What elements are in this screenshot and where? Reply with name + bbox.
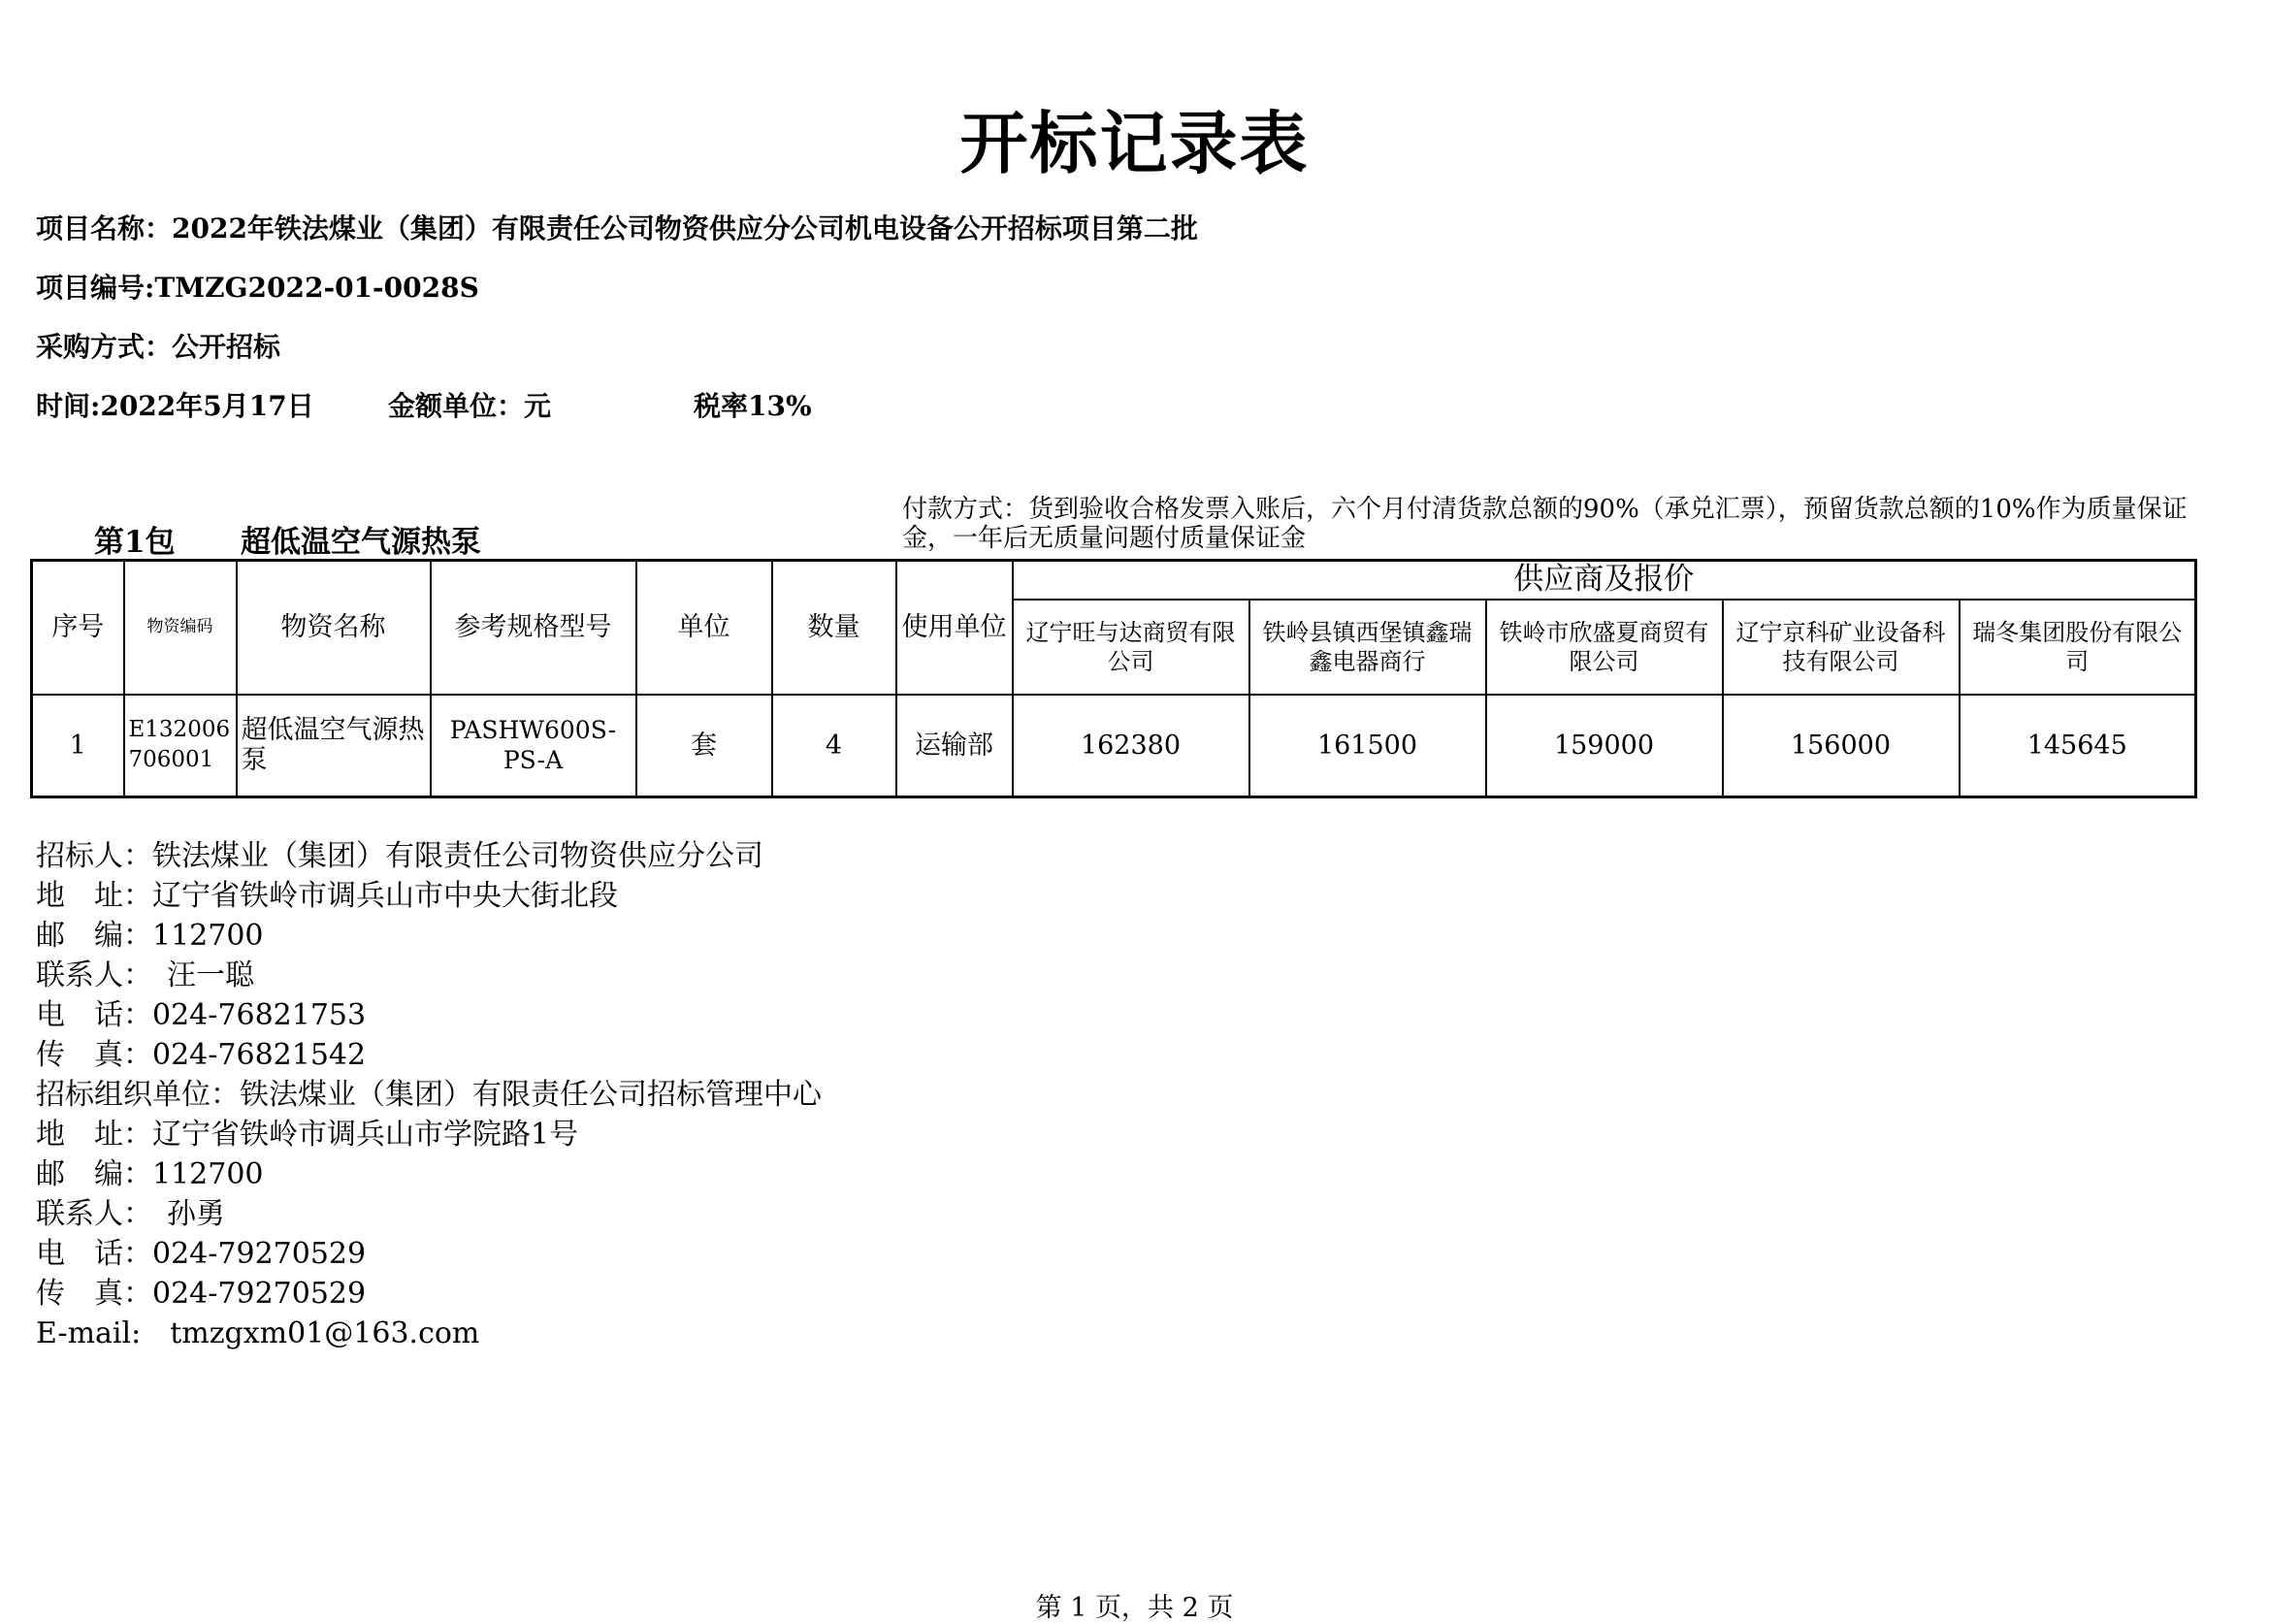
row-price: 162380 xyxy=(1013,695,1249,797)
row-name: 超低温空气源热泵 xyxy=(237,695,431,797)
supplier-name: 铁岭县镇西堡镇鑫瑞鑫电器商行 xyxy=(1249,600,1486,695)
procurement-method: 采购方式：公开招标 xyxy=(36,331,281,363)
agency-contact: 联系人： 孙勇 xyxy=(36,1197,225,1231)
row-spec: PASHW600S-PS-A xyxy=(431,695,636,797)
package-number: 第1包 xyxy=(94,525,176,560)
row-code: E132006706001 xyxy=(124,695,237,797)
row-seq: 1 xyxy=(32,695,124,797)
header-dept: 使用单位 xyxy=(896,561,1013,695)
tax-rate: 税率13% xyxy=(694,390,812,422)
header-name: 物资名称 xyxy=(237,561,431,695)
supplier-name: 瑞冬集团股份有限公司 xyxy=(1960,600,2196,695)
row-price: 156000 xyxy=(1723,695,1960,797)
header-unit: 单位 xyxy=(636,561,772,695)
agency-fax: 传 真：024-79270529 xyxy=(36,1277,367,1311)
row-price: 145645 xyxy=(1960,695,2196,797)
header-qty: 数量 xyxy=(772,561,896,695)
tenderer-phone: 电 话：024-76821753 xyxy=(36,998,367,1032)
tenderer-address: 地 址：辽宁省铁岭市调兵山市中央大街北段 xyxy=(36,879,618,913)
supplier-name: 辽宁京科矿业设备科技有限公司 xyxy=(1723,600,1960,695)
row-dept: 运输部 xyxy=(896,695,1013,797)
supplier-name: 辽宁旺与达商贸有限公司 xyxy=(1013,600,1249,695)
header-code: 物资编码 xyxy=(124,561,237,695)
project-name: 项目名称：2022年铁法煤业（集团）有限责任公司物资供应分公司机电设备公开招标项目第二批 xyxy=(36,212,1198,244)
row-qty: 4 xyxy=(772,695,896,797)
table-header-row xyxy=(32,561,2196,600)
tenderer-fax: 传 真：024-76821542 xyxy=(36,1038,367,1072)
header-suppliers-group: 供应商及报价 xyxy=(1013,561,2196,600)
row-price: 161500 xyxy=(1249,695,1486,797)
supplier-name: 铁岭市欣盛夏商贸有限公司 xyxy=(1486,600,1723,695)
agency-postcode: 邮 编：112700 xyxy=(36,1157,264,1191)
package-name: 超低温空气源热泵 xyxy=(241,525,481,560)
tenderer-name: 招标人：铁法煤业（集团）有限责任公司物资供应分公司 xyxy=(36,839,763,873)
project-number: 项目编号:TMZG2022-01-0028S xyxy=(36,272,479,304)
currency-unit: 金额单位：元 xyxy=(388,390,552,422)
agency-email: E-mail: tmzgxm01@163.com xyxy=(36,1316,480,1350)
bid-time: 时间:2022年5月17日 xyxy=(36,390,314,422)
payment-terms: 付款方式：货到验收合格发票入账后，六个月付清货款总额的90%（承兑汇票），预留货款总额的10%作为质量保证金，一年后无质量问题付质量保证金 xyxy=(902,495,2188,553)
table-row xyxy=(32,695,2196,797)
tenderer-postcode: 邮 编：112700 xyxy=(36,919,264,953)
tenderer-contact: 联系人： 汪一聪 xyxy=(36,958,254,992)
row-unit: 套 xyxy=(636,695,772,797)
row-price: 159000 xyxy=(1486,695,1723,797)
agency-phone: 电 话：024-79270529 xyxy=(36,1237,367,1271)
page-number: 第 1 页，共 2 页 xyxy=(1035,1593,1234,1623)
page-title: 开标记录表 xyxy=(959,104,1310,183)
header-spec: 参考规格型号 xyxy=(431,561,636,695)
agency-address: 地 址：辽宁省铁岭市调兵山市学院路1号 xyxy=(36,1118,579,1152)
header-seq: 序号 xyxy=(32,561,124,695)
agency-name: 招标组织单位：铁法煤业（集团）有限责任公司招标管理中心 xyxy=(36,1078,822,1112)
bid-table xyxy=(30,559,2197,798)
